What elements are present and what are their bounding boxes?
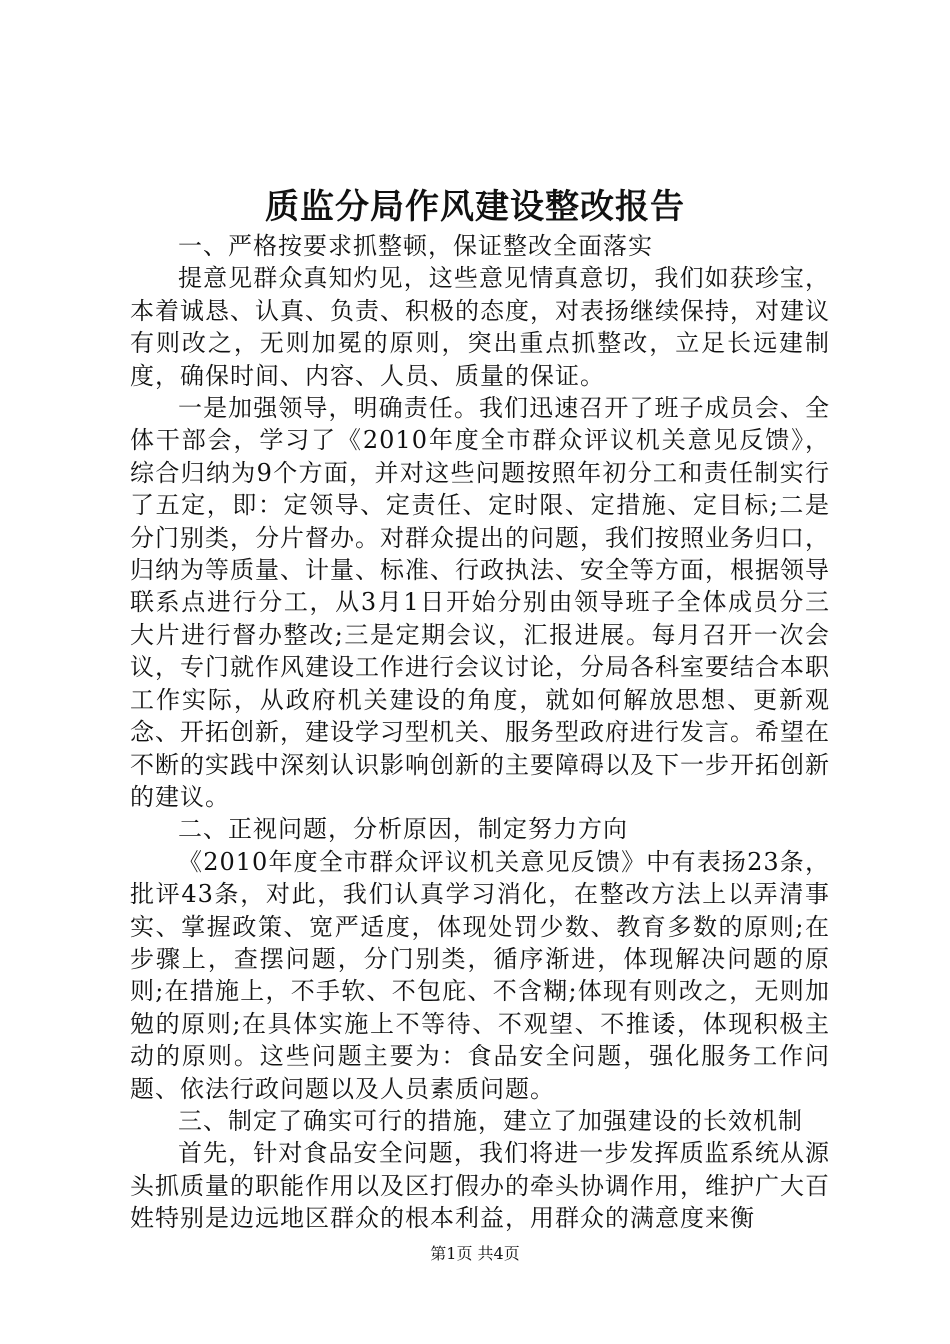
paragraph: 提意见群众真知灼见，这些意见情真意切，我们如获珍宝，本着诚恳、认真、负责、积极的态度，对表扬继续保持，对建议有则改之，无则加冕的原则，突出重点抓整改，立足长远建制度，确保时间、内容、人员、质量的保证。 [130,264,830,390]
paragraph: 《2010年度全市群众评议机关意见反馈》中有表扬23条，批评43条，对此，我们认真学习消化，在整改方法上以弄清事实、掌握政策、宽严适度，体现处罚少数、教育多数的原则;在步骤上，查摆问题，分门别类，循序渐进，体现解决问题的原则;在措施上，不手软、不包庇、不含糊;体现有则改之，无则加勉的原则;在具体实施上不等待、不观望、不推诿，体现积极主动的原则。这些问题主要为：食品安全问题，强化服务工作问题、依法行政问题以及人员素质问题。 [130,847,830,1103]
page-footer: 第1页 共4页 [430,1244,520,1263]
section-heading-2: 二、正视问题，分析原因，制定努力方向 [178,815,628,844]
paragraph: 首先，针对食品安全问题，我们将进一步发挥质监系统从源头抓质量的职能作用以及区打假办的牵头协调作用，维护广大百姓特别是边远地区群众的根本利益，用群众的满意度来衡 [130,1139,830,1233]
section-heading-3: 三、制定了确实可行的措施，建立了加强建设的长效机制 [178,1106,803,1135]
document-title: 质监分局作风建设整改报告 [265,187,685,227]
document-body [130,230,830,1235]
paragraph: 一是加强领导，明确责任。我们迅速召开了班子成员会、全体干部会，学习了《2010年度全市群众评议机关意见反馈》，综合归纳为9个方面，并对这些问题按照年初分工和责任制实行了五定，即：定领导、定责任、定时限、定措施、定目标;二是分门别类，分片督办。对群众提出的问题，我们按照业务归口，归纳为等质量、计量、标准、行政执法、安全等方面，根据领导联系点进行分工，从3月1日开始分别由领导班子全体成员分三大片进行督办整改;三是定期会议，汇报进展。每月召开一次会议，专门就作风建设工作进行会议讨论，分局各科室要结合本职工作实际，从政府机关建设的角度，就如何解放思想、更新观念、开拓创新，建设学习型机关、服务型政府进行发言。希望在不断的实践中深刻认识影响创新的主要障碍以及下一步开拓创新的建议。 [130,394,830,811]
section-heading-1: 一、严格按要求抓整顿，保证整改全面落实 [178,232,653,260]
